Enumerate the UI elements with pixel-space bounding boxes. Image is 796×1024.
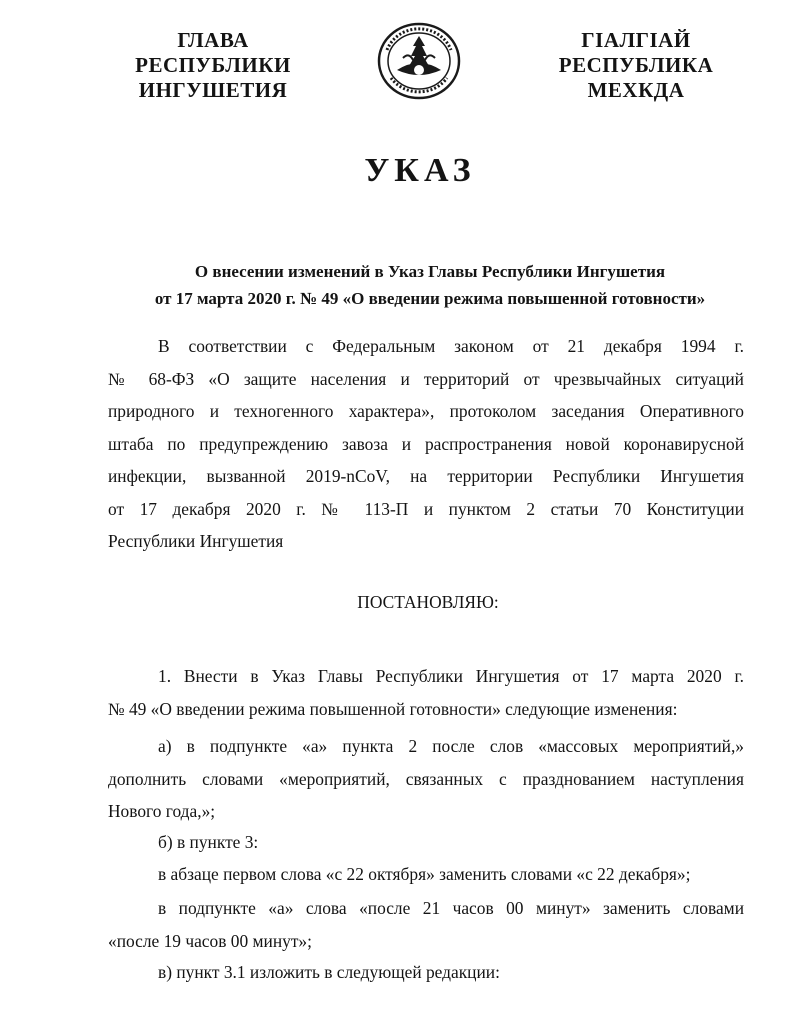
subject-line: от 17 марта 2020 г. № 49 «О введении режима повышенной готовности» <box>154 289 706 308</box>
preamble-line: штаба по предупреждению завоза и распространения новой коронавирусной <box>108 433 744 454</box>
header-left-authority <box>88 28 338 103</box>
item-1-line: № 49 «О введении режима повышенной готовности» следующие изменения: <box>108 698 678 719</box>
item-v-line: в) пункт 3.1 изложить в следующей редакции: <box>158 962 500 982</box>
item-b-sub2-line: в подпункте «а» слова «после 21 часов 00 минут» заменить словами <box>158 898 744 918</box>
subject-line: О внесении изменений в Указ Главы Республики Ингушетия <box>194 262 666 281</box>
item-b-sub1-line: в абзаце первом слова «с 22 октября» заменить словами «с 22 декабря»; <box>158 864 691 884</box>
header-right-line: РЕСПУБЛИКА <box>558 53 714 77</box>
preamble-paragraph <box>108 330 744 558</box>
preamble-line: природного и техногенного характера», протоколом заседания Оперативного <box>108 401 744 421</box>
item-b-paragraph <box>108 826 744 859</box>
header-left-line: ГЛАВА <box>177 28 249 52</box>
preamble-line: В соответствии с Федеральным законом от 21 декабря 1994 г. <box>158 336 744 356</box>
item-b-line: б) в пункте 3: <box>158 832 259 852</box>
item-b-subparagraph-2 <box>108 892 744 957</box>
item-1-line: 1. Внести в Указ Главы Республики Ингушетия от 17 марта 2020 г. <box>158 666 744 686</box>
item-b-sub2-line: «после 19 часов 00 минут»; <box>108 930 312 951</box>
preamble-line: Республики Ингушетия <box>108 531 284 551</box>
item-a-paragraph <box>108 730 744 828</box>
item-1-paragraph <box>108 660 744 725</box>
header-right-line: МЕХКДА <box>587 78 685 102</box>
document-subject <box>60 258 796 312</box>
header-right-line: ГIАЛГIАЙ <box>581 28 691 52</box>
preamble-line: от 17 декабря 2020 г. № 113-П и пунктом 2 статьи 70 Конституции <box>108 498 744 519</box>
item-v-paragraph <box>108 956 744 989</box>
preamble-line: № 68-ФЗ «О защите населения и территорий от чрезвычайных ситуаций <box>108 368 744 389</box>
document-title: УКАЗ <box>364 152 476 189</box>
item-b-subparagraph-1 <box>108 858 744 891</box>
preamble-line: инфекции, вызванной 2019-nCoV, на территории Республики Ингушетия <box>108 466 744 486</box>
header-right-authority <box>511 28 761 103</box>
ingushetia-emblem-icon <box>373 20 465 102</box>
item-a-line: Нового года,»; <box>108 801 216 821</box>
header-left-line: РЕСПУБЛИКИ <box>135 53 291 77</box>
header-left-line: ИНГУШЕТИЯ <box>138 78 288 102</box>
decree-word: ПОСТАНОВЛЯЮ: <box>357 592 499 612</box>
item-a-line: дополнить словами «мероприятий, связанных с празднованием наступления <box>108 768 744 789</box>
item-a-line: а) в подпункте «а» пункта 2 после слов «массовых мероприятий,» <box>158 736 744 756</box>
